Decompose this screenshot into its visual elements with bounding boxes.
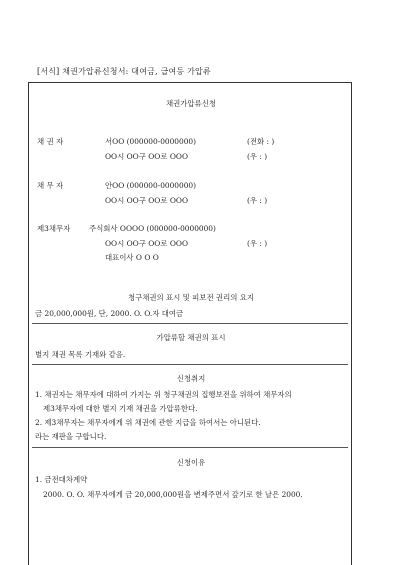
section-divider [32, 323, 348, 324]
claim-section-title: 청구채권의 표시 및 피보전 권리의 요지 [128, 293, 254, 302]
reason-title: 신청이유 [176, 458, 206, 467]
debtor-name: 안OO (000000-0000000) [105, 181, 196, 190]
creditor-phone: (전화 : ) [247, 137, 275, 146]
reason-item-title: 1. 금전대차계약 [35, 475, 88, 484]
debtor-address: OO시 OO구 OO로 OOO [105, 196, 188, 205]
seized-claim-text: 별지 채권 목록 기재와 같음. [35, 350, 126, 359]
seized-claim-title: 가압류할 채권의 표시 [156, 333, 226, 342]
debtor-label: 채 무 자 [37, 181, 64, 190]
purpose-line: 제3채무자에 대한 별지 기재 채권을 가압류한다. [43, 404, 198, 413]
section-divider [32, 364, 348, 365]
third-debtor-zip: (우 : ) [247, 239, 268, 248]
creditor-address: OO시 OO구 OO로 OOO [105, 152, 188, 161]
purpose-line: 2. 제3채무자는 채무자에게 위 채권에 관한 지급을 하여서는 아니된다. [35, 418, 261, 427]
purpose-line: 1. 채권자는 채무자에 대하여 가지는 위 청구채권의 집행보전을 위하여 채무자의 [35, 390, 292, 399]
reason-item-text: 2000. O. O. 채무자에게 금 20,000,000원을 변제주면서 갚기로 한 날은 2000. [43, 490, 303, 499]
document-title: [서식] 채권가압류신청서: 대여금, 급여등 가압류 [37, 67, 211, 76]
third-debtor-name: 주식회사 OOOO (000000-0000000) [89, 224, 216, 233]
section-divider [32, 447, 348, 448]
third-debtor-address: OO시 OO구 OO로 OOO [105, 239, 188, 248]
purpose-title: 신청취지 [176, 374, 206, 383]
debtor-zip: (우 : ) [247, 196, 268, 205]
third-debtor-representative: 대표이사 O O O [105, 253, 159, 262]
creditor-name: 서OO (000000-0000000) [105, 137, 196, 146]
creditor-label: 채 권 자 [37, 137, 64, 146]
form-frame [28, 82, 352, 565]
form-heading: 채권가압류신청 [166, 99, 216, 108]
purpose-line: 라는 재판을 구합니다. [35, 432, 107, 441]
claim-section-text: 금 20,000,000원, 단, 2000. O. O.자 대여금 [35, 309, 184, 318]
third-debtor-label: 제3채무자 [37, 224, 71, 233]
creditor-zip: (우 : ) [247, 152, 268, 161]
